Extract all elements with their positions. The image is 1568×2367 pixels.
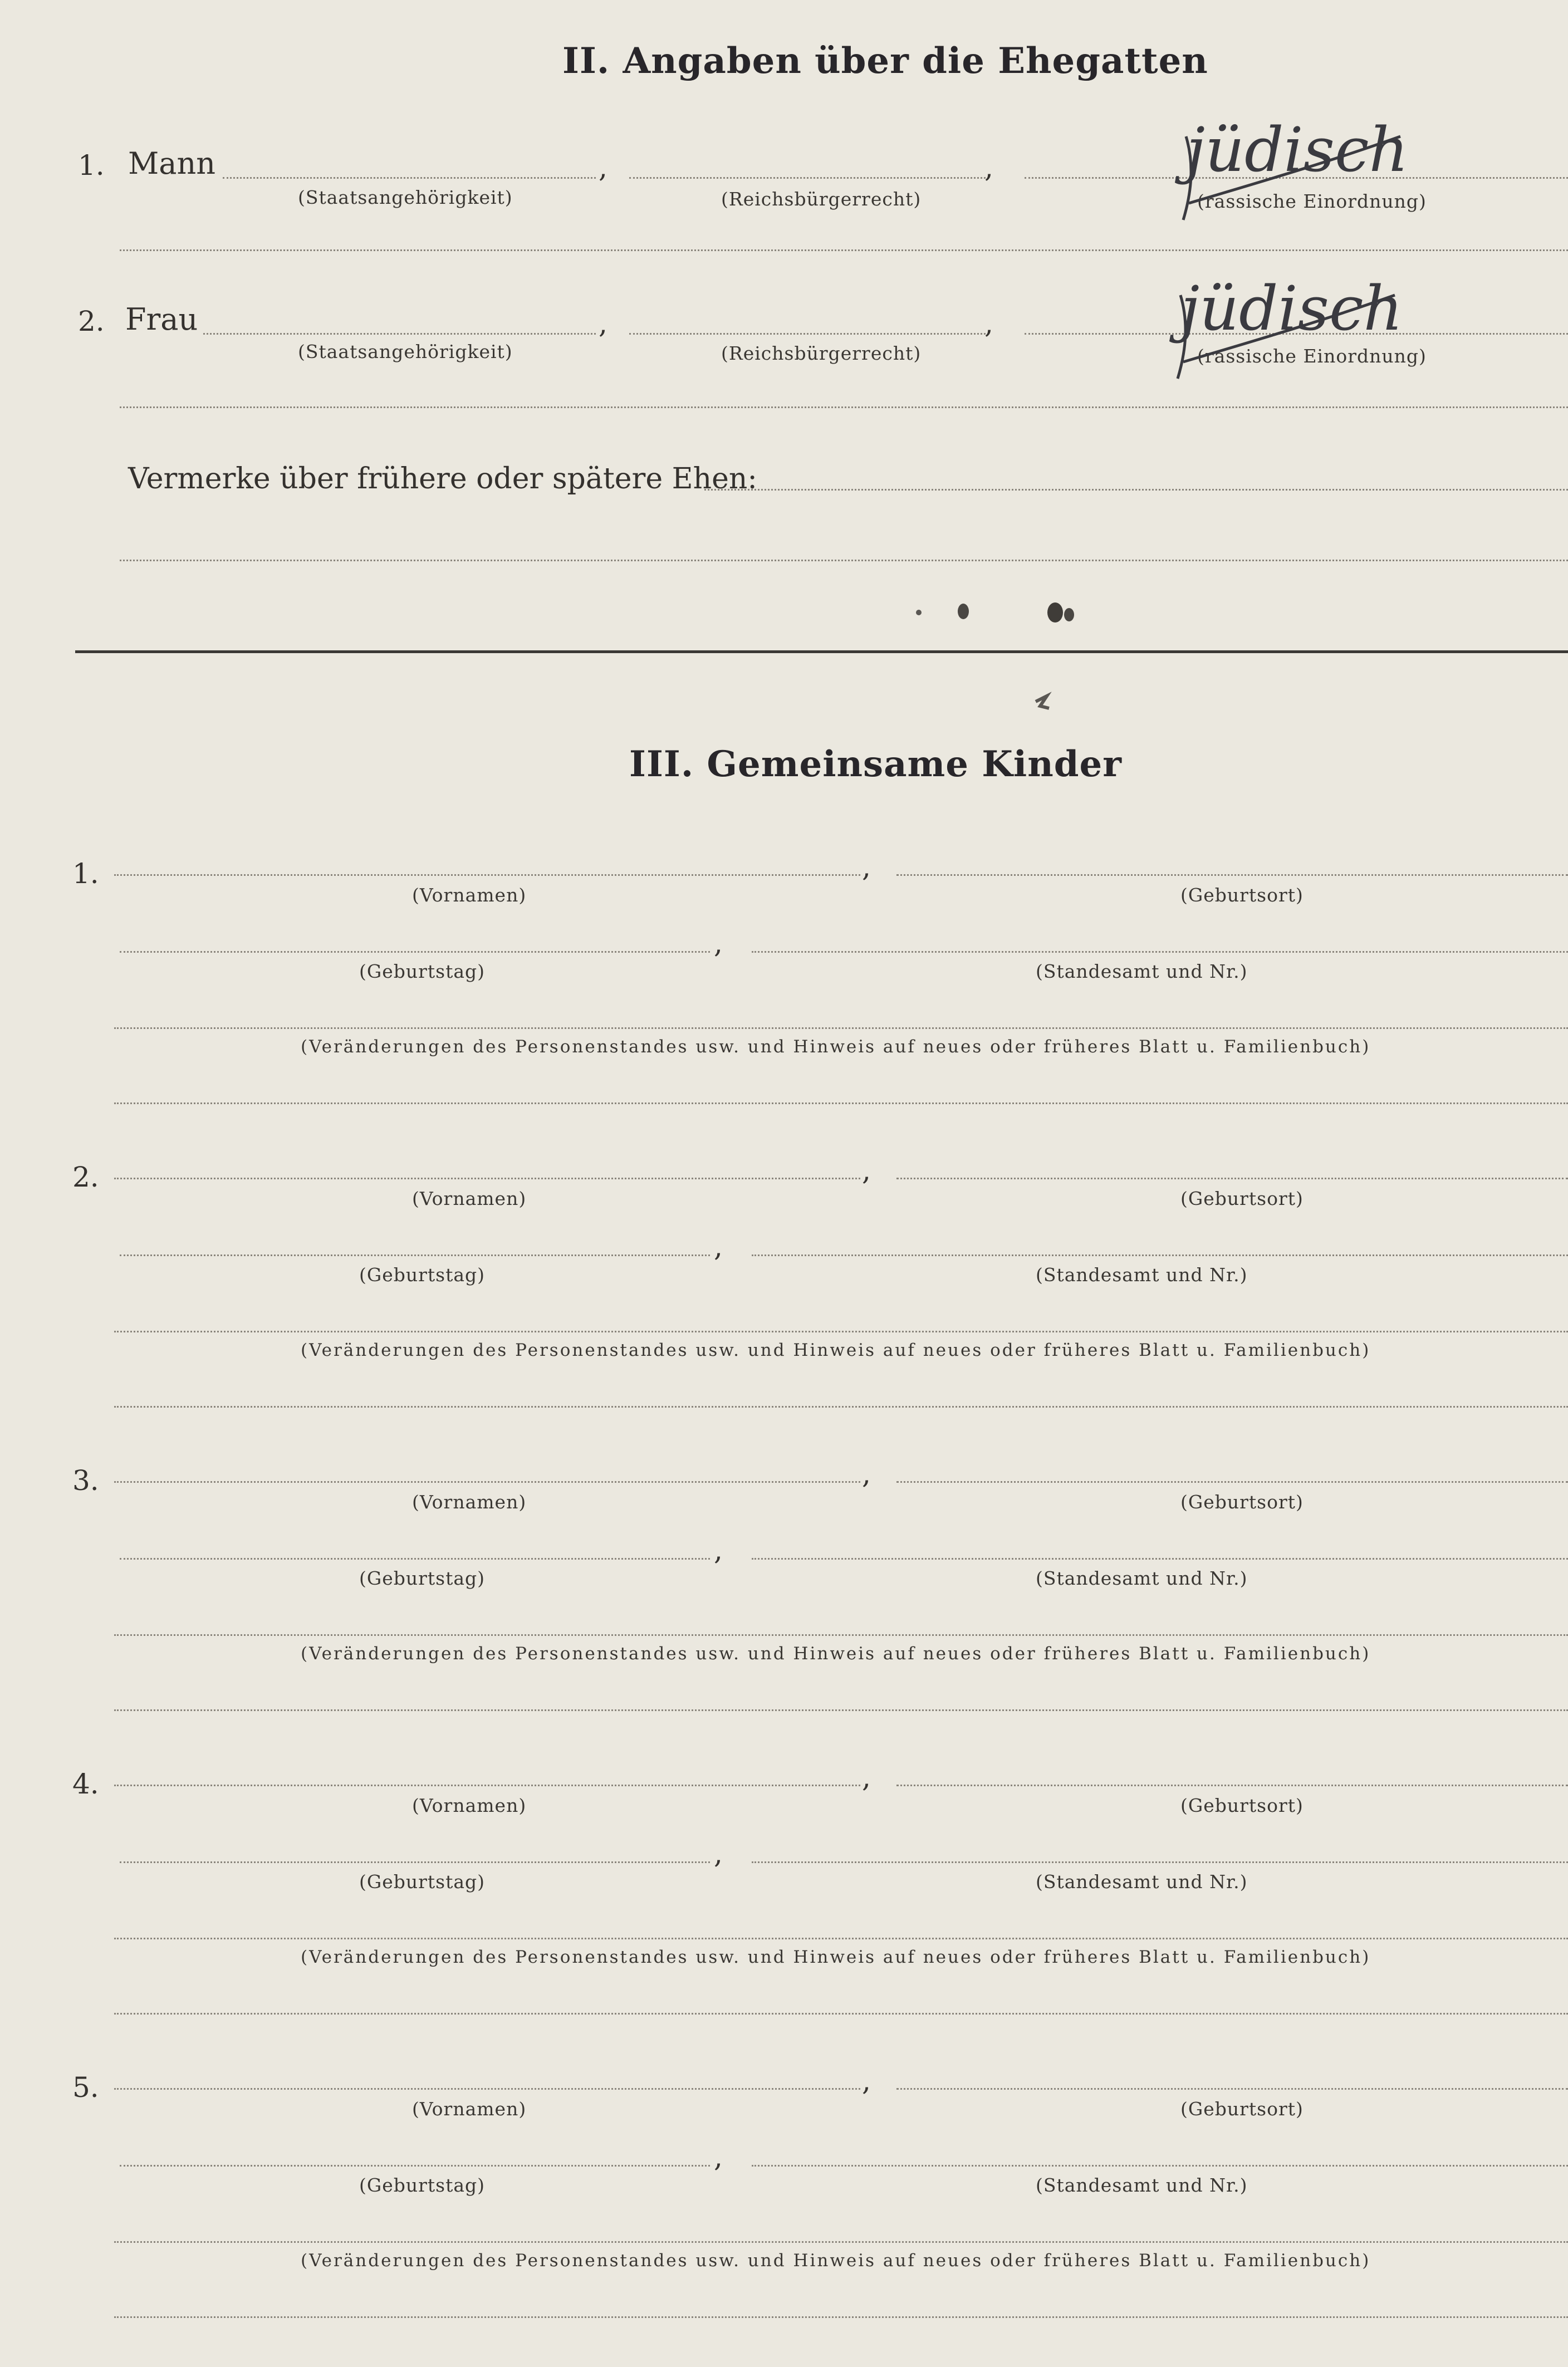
child-birthplace-field[interactable] — [896, 2088, 1568, 2090]
caption-racial: (rassische Einordnung) — [1197, 190, 1427, 212]
spouse-number-woman: 2. — [78, 305, 105, 337]
spouse-number-man: 1. — [78, 149, 105, 182]
caption-changes: (Veränderungen des Personenstandes usw. und Hinweis auf neues oder früheres Blatt u. Familienbuch) — [301, 2251, 1371, 2271]
man-continuation-line[interactable] — [120, 249, 1568, 251]
marriages-note-field[interactable] — [704, 489, 1568, 491]
comma: , — [714, 1837, 723, 1870]
child-extra-line[interactable] — [114, 2013, 1568, 2015]
comma: , — [862, 1761, 871, 1793]
caption-birthday: (Geburtstag) — [359, 1567, 486, 1589]
comma: , — [599, 307, 607, 340]
caption-first-names: (Vornamen) — [412, 1795, 527, 1816]
caption-citizenship: (Reichsbürgerrecht) — [721, 188, 922, 210]
child-number: 1. — [72, 857, 99, 890]
spouse-label-woman: Frau — [125, 302, 198, 337]
handwriting-stroke — [1172, 278, 1406, 390]
comma: , — [714, 927, 723, 959]
caption-registry-office: (Standesamt und Nr.) — [1036, 2174, 1248, 2196]
woman-citizenship-field[interactable] — [629, 333, 986, 335]
caption-citizenship: (Reichsbürgerrecht) — [721, 342, 922, 364]
child-registry-office-field[interactable] — [752, 951, 1568, 953]
section-title-spouses: II. Angaben über die Ehegatten — [562, 40, 1208, 82]
caption-birthplace: (Geburtsort) — [1180, 1491, 1304, 1513]
handwritten-racial-woman: jüdisch — [1180, 273, 1403, 344]
child-extra-line[interactable] — [114, 1709, 1568, 1711]
caption-registry-office: (Standesamt und Nr.) — [1036, 1871, 1248, 1893]
comma: , — [862, 851, 871, 883]
child-number: 4. — [72, 1768, 99, 1800]
caption-changes: (Veränderungen des Personenstandes usw. und Hinweis auf neues oder früheres Blatt u. Familienbuch) — [301, 1644, 1371, 1664]
child-registry-office-field[interactable] — [752, 1254, 1568, 1256]
caption-birthplace: (Geburtsort) — [1180, 884, 1304, 906]
child-first-names-field[interactable] — [114, 2088, 860, 2090]
caption-birthday: (Geburtstag) — [359, 1264, 486, 1286]
handwritten-racial-man: jüdisch — [1186, 114, 1409, 185]
comma: , — [862, 1154, 871, 1187]
caption-registry-office: (Standesamt und Nr.) — [1036, 1567, 1248, 1589]
child-first-names-field[interactable] — [114, 1481, 860, 1483]
caption-first-names: (Vornamen) — [412, 1491, 527, 1513]
woman-nationality-field[interactable] — [203, 333, 596, 335]
caption-birthday: (Geburtstag) — [359, 1871, 486, 1893]
caption-birthplace: (Geburtsort) — [1180, 2098, 1304, 2120]
child-changes-field[interactable] — [114, 2241, 1568, 2243]
child-changes-field[interactable] — [114, 1938, 1568, 1939]
comma: , — [984, 151, 993, 184]
man-nationality-field[interactable] — [223, 177, 596, 179]
child-birthday-field[interactable] — [120, 2165, 710, 2167]
spouse-label-man: Mann — [128, 146, 216, 181]
child-changes-field[interactable] — [114, 1027, 1568, 1029]
child-birthday-field[interactable] — [120, 951, 710, 953]
child-first-names-field[interactable] — [114, 1178, 860, 1179]
child-changes-field[interactable] — [114, 1634, 1568, 1636]
handwriting-stroke — [1178, 120, 1412, 231]
child-birthday-field[interactable] — [120, 1254, 710, 1256]
caption-birthday: (Geburtstag) — [359, 960, 486, 982]
child-birthplace-field[interactable] — [896, 1178, 1568, 1179]
caption-changes: (Veränderungen des Personenstandes usw. und Hinweis auf neues oder früheres Blatt u. Familienbuch) — [301, 1947, 1371, 1967]
section-divider — [75, 650, 1568, 653]
comma: , — [984, 307, 993, 340]
man-citizenship-field[interactable] — [629, 177, 986, 179]
comma: , — [714, 1231, 723, 1263]
comma: , — [714, 1534, 723, 1566]
child-birthplace-field[interactable] — [896, 874, 1568, 876]
caption-changes: (Veränderungen des Personenstandes usw. und Hinweis auf neues oder früheres Blatt u. Familienbuch) — [301, 1340, 1371, 1360]
comma: , — [862, 2065, 871, 2097]
child-changes-field[interactable] — [114, 1331, 1568, 1332]
child-birthplace-field[interactable] — [896, 1785, 1568, 1786]
section-title-children: III. Gemeinsame Kinder — [629, 743, 1122, 785]
marriages-note-line[interactable] — [120, 560, 1568, 561]
comma: , — [599, 151, 607, 184]
caption-nationality: (Staatsangehörigkeit) — [298, 341, 513, 362]
caption-birthday: (Geburtstag) — [359, 2174, 486, 2196]
caption-racial: (rassische Einordnung) — [1197, 345, 1427, 367]
child-first-names-field[interactable] — [114, 874, 860, 876]
child-birthplace-field[interactable] — [896, 1481, 1568, 1483]
child-extra-line[interactable] — [114, 1102, 1568, 1104]
caption-first-names: (Vornamen) — [412, 1188, 527, 1209]
caption-changes: (Veränderungen des Personenstandes usw. und Hinweis auf neues oder früheres Blatt u. Familienbuch) — [301, 1037, 1371, 1057]
woman-continuation-line[interactable] — [120, 406, 1568, 408]
caption-registry-office: (Standesamt und Nr.) — [1036, 1264, 1248, 1286]
caption-first-names: (Vornamen) — [412, 884, 527, 906]
child-extra-line[interactable] — [114, 2316, 1568, 2318]
child-number: 3. — [72, 1464, 99, 1497]
child-first-names-field[interactable] — [114, 1785, 860, 1786]
child-registry-office-field[interactable] — [752, 1558, 1568, 1560]
caption-birthplace: (Geburtsort) — [1180, 1795, 1304, 1816]
child-birthday-field[interactable] — [120, 1558, 710, 1560]
child-birthday-field[interactable] — [120, 1861, 710, 1863]
child-registry-office-field[interactable] — [752, 2165, 1568, 2167]
ink-smudges — [908, 590, 1197, 735]
child-extra-line[interactable] — [114, 1406, 1568, 1408]
caption-birthplace: (Geburtsort) — [1180, 1188, 1304, 1209]
child-number: 2. — [72, 1161, 99, 1193]
comma: , — [862, 1458, 871, 1490]
caption-nationality: (Staatsangehörigkeit) — [298, 187, 513, 208]
child-number: 5. — [72, 2071, 99, 2104]
comma: , — [714, 2141, 723, 2173]
marriages-note-label: Vermerke über frühere oder spätere Ehen: — [128, 462, 757, 496]
child-registry-office-field[interactable] — [752, 1861, 1568, 1863]
caption-first-names: (Vornamen) — [412, 2098, 527, 2120]
caption-registry-office: (Standesamt und Nr.) — [1036, 960, 1248, 982]
